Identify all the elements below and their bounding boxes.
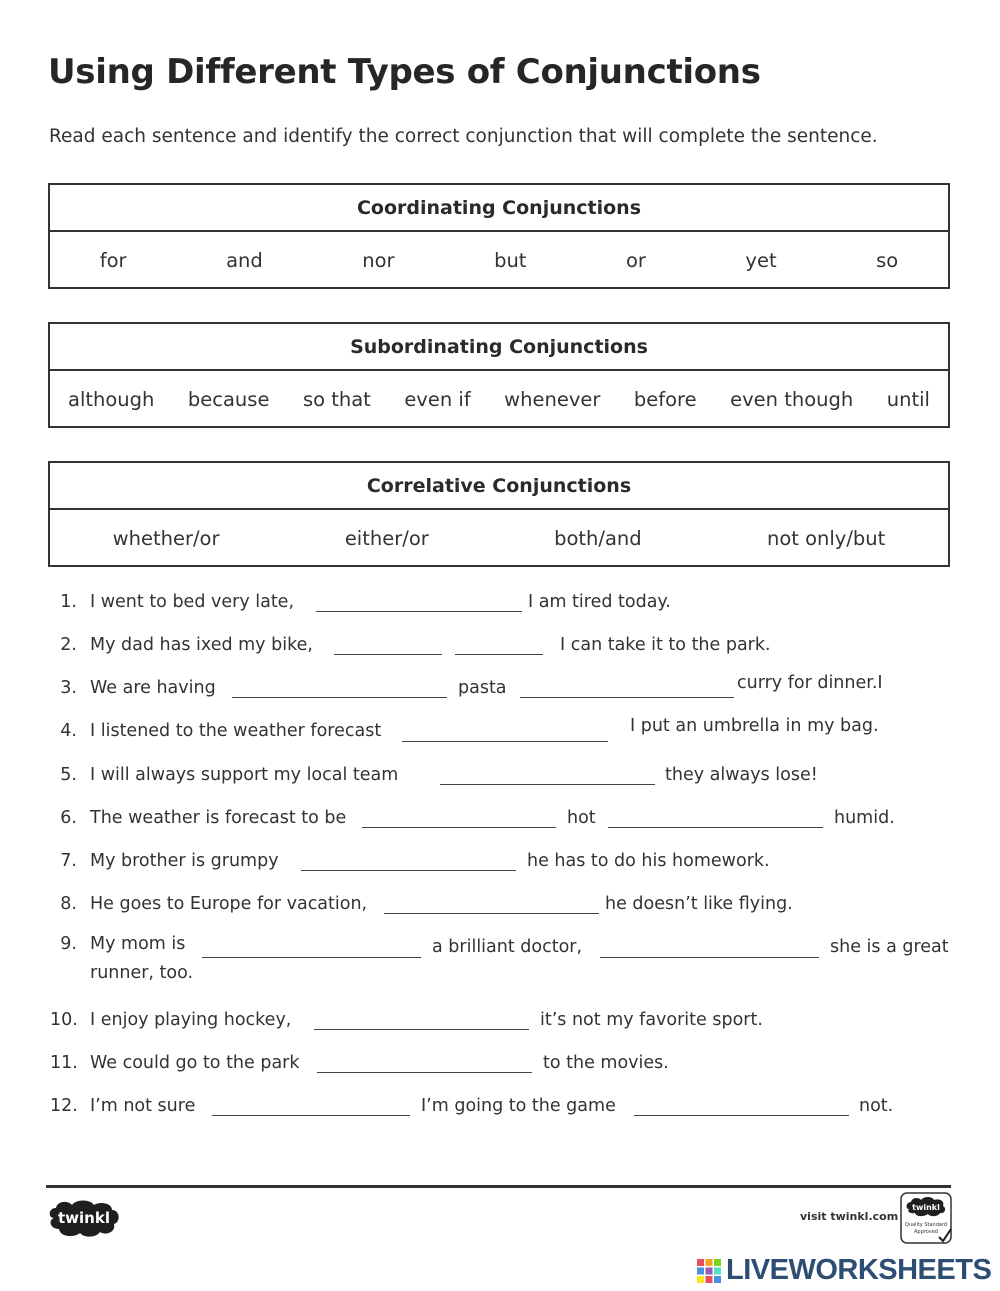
answer-blank[interactable] (362, 827, 556, 828)
answer-blank[interactable] (232, 697, 447, 698)
word-bank-item: or (625, 249, 646, 272)
word-bank-item: so that (302, 388, 371, 411)
question-number: 2. (60, 635, 77, 655)
word-bank-item: not only/but (766, 527, 886, 550)
word-bank-item: either/or (344, 527, 429, 550)
answer-blank[interactable] (202, 957, 421, 958)
sentence-text: curry for dinner.I (737, 673, 883, 693)
sentence-text: humid. (834, 808, 895, 828)
word-bank-item: but (494, 249, 527, 272)
question-number: 10. (50, 1010, 78, 1030)
question-number: 9. (60, 934, 77, 954)
word-bank-item: both/and (554, 527, 642, 550)
question-number: 12. (50, 1096, 78, 1116)
badge-line: Quality Standard (904, 1222, 948, 1228)
coordinating-conjunctions-box (48, 183, 950, 289)
question-number: 11. (50, 1053, 78, 1073)
sentence-text: We could go to the park (90, 1053, 300, 1073)
sentence-text: My dad has ixed my bike, (90, 635, 313, 655)
answer-blank[interactable] (608, 827, 823, 828)
question-number: 5. (60, 765, 77, 785)
sentence-text: he doesn’t like flying. (605, 894, 793, 914)
correlative-conjunctions-box (48, 461, 950, 567)
word-bank-item: yet (745, 249, 777, 272)
sentence-text: I am tired today. (528, 592, 671, 612)
subordinating-conjunctions-box (48, 322, 950, 428)
answer-blank[interactable] (634, 1115, 849, 1116)
box-heading: Correlative Conjunctions (50, 463, 948, 510)
word-bank (50, 232, 948, 289)
question-number: 6. (60, 808, 77, 828)
quality-badge (899, 1191, 953, 1245)
sentence-text: a brilliant doctor, (432, 937, 583, 957)
sentence-text: hot (567, 808, 596, 828)
word-bank (50, 510, 948, 567)
sentence-text: I can take it to the park. (560, 635, 771, 655)
word-bank-item: whether/or (112, 527, 220, 550)
logo-text: twinkl (58, 1209, 110, 1227)
sentence-text: to the movies. (543, 1053, 669, 1073)
sentence-text: I’m going to the game (421, 1096, 616, 1116)
word-bank-item: even if (404, 388, 471, 411)
sentence-text: they always lose! (665, 765, 818, 785)
question-number: 1. (60, 592, 77, 612)
answer-blank[interactable] (212, 1115, 410, 1116)
question-number: 4. (60, 721, 77, 741)
watermark-text: LIVEWORKSHEETS (726, 1254, 992, 1286)
sentence-text: I put an umbrella in my bag. (630, 716, 879, 736)
sentence-text: I listened to the weather forecast (90, 721, 382, 741)
sentence-text: I went to bed very late, (90, 592, 295, 612)
sentence-text: I will always support my local team (90, 765, 399, 785)
sentence-text: He goes to Europe for vacation, (90, 894, 368, 914)
answer-blank[interactable] (301, 870, 516, 871)
badge-brand-text: twinkl (912, 1203, 940, 1212)
footer-divider (46, 1185, 951, 1188)
question-number: 3. (60, 678, 77, 698)
sentence-text: I enjoy playing hockey, (90, 1010, 292, 1030)
box-heading: Coordinating Conjunctions (50, 185, 948, 232)
sentence-text: not. (859, 1096, 894, 1116)
sentence-text: The weather is forecast to be (90, 808, 347, 828)
sentence-text: runner, too. (90, 963, 194, 983)
answer-blank[interactable] (384, 913, 599, 914)
question-number: 7. (60, 851, 77, 871)
answer-blank[interactable] (455, 654, 543, 655)
word-bank-item: before (633, 388, 697, 411)
worksheet-title: Using Different Types of Conjunctions (48, 52, 761, 92)
sentence-text: pasta (458, 678, 507, 698)
sentence-text: I’m not sure (90, 1096, 196, 1116)
sentence-text: My brother is grumpy (90, 851, 279, 871)
word-bank (50, 371, 948, 428)
answer-blank[interactable] (520, 697, 734, 698)
sentence-text: she is a great (830, 937, 949, 957)
answer-blank[interactable] (314, 1029, 529, 1030)
answer-blank[interactable] (440, 784, 655, 785)
sentence-text: We are having (90, 678, 216, 698)
question-number: 8. (60, 894, 77, 914)
word-bank-item: even though (730, 388, 854, 411)
box-heading: Subordinating Conjunctions (50, 324, 948, 371)
word-bank-item: nor (362, 249, 395, 272)
twinkl-logo[interactable] (46, 1198, 122, 1238)
sentence-text: it’s not my favorite sport. (540, 1010, 763, 1030)
word-bank-item: until (886, 388, 930, 411)
word-bank-item: because (187, 388, 270, 411)
visit-link[interactable]: visit twinkl.com (800, 1210, 899, 1223)
liveworksheets-icon (696, 1258, 722, 1284)
word-bank-item: for (99, 249, 127, 272)
sentence-text: My mom is (90, 934, 186, 954)
answer-blank[interactable] (316, 611, 522, 612)
word-bank-item: so (876, 249, 899, 272)
instructions: Read each sentence and identify the correct conjunction that will complete the sentence. (49, 126, 878, 147)
badge-line: Approved (914, 1229, 938, 1235)
answer-blank[interactable] (402, 741, 608, 742)
word-bank-item: and (226, 249, 263, 272)
sentence-text: he has to do his homework. (527, 851, 770, 871)
liveworksheets-watermark (696, 1254, 991, 1287)
answer-blank[interactable] (317, 1072, 532, 1073)
word-bank-item: whenever (504, 388, 601, 411)
answer-blank[interactable] (334, 654, 442, 655)
answer-blank[interactable] (600, 957, 819, 958)
word-bank-item: although (68, 388, 155, 411)
